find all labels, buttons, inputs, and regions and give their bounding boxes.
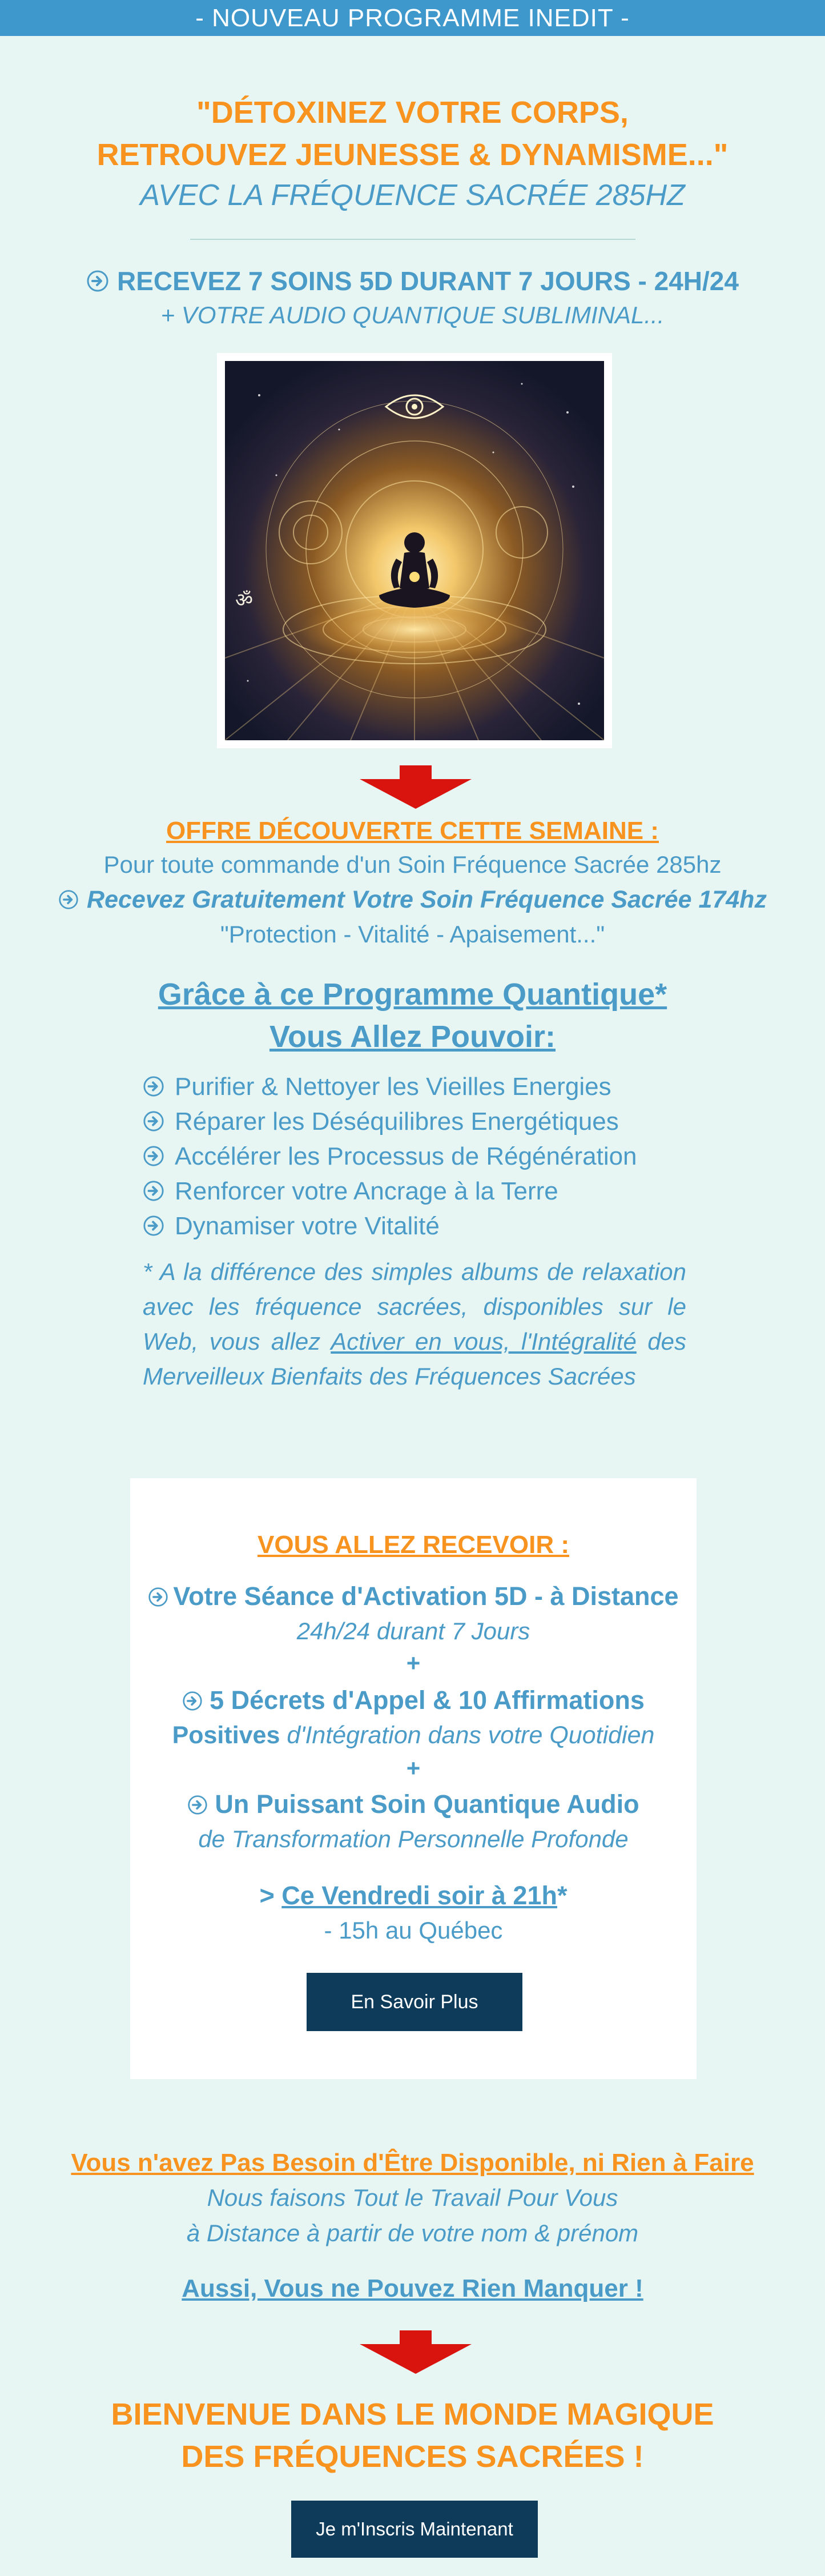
headline-line-2: RETROUVEZ JEUNESSE & DYNAMISME..." (96, 138, 729, 172)
meditation-hero-image (225, 361, 604, 740)
receive-item-2-rest: d'Intégration dans votre Quotidien (280, 1722, 655, 1749)
benefits-list (143, 1069, 691, 1243)
closing-line-3: à Distance à partir de votre nom & prénom (186, 2220, 639, 2246)
offer-intro-line-1 (0, 263, 825, 299)
circle-arrow-right-icon (143, 1106, 164, 1128)
discovery-free-offer: Recevez Gratuitement Votre Soin Fréquence Sacrée 174hz (87, 886, 767, 913)
discovery-line-2 (0, 882, 825, 917)
schedule-suffix: * (557, 1881, 568, 1910)
receive-item-1 (130, 1579, 697, 1614)
welcome-line-1: BIENVENUE DANS LE MONDE MAGIQUE (111, 2397, 714, 2431)
circle-arrow-right-icon (148, 1581, 168, 1602)
receive-item-2-sub (130, 1718, 697, 1752)
down-arrow-icon (360, 765, 472, 809)
learn-more-button[interactable]: En Savoir Plus (307, 1973, 522, 2031)
receive-title: VOUS ALLEZ RECEVOIR : (257, 1531, 569, 1559)
top-banner (0, 0, 825, 36)
activate-link[interactable]: Activer en vous, l'Intégralité (331, 1328, 637, 1355)
circle-arrow-right-icon (143, 1211, 164, 1233)
offer-intro-line-2: + VOTRE AUDIO QUANTIQUE SUBLIMINAL... (160, 302, 665, 328)
receive-item-3-sub: de Transformation Personnelle Profonde (198, 1825, 629, 1852)
schedule-sub: - 15h au Québec (324, 1917, 503, 1944)
benefit-label: Renforcer votre Ancrage à la Terre (175, 1177, 558, 1205)
receive-item-3 (130, 1787, 697, 1822)
register-now-button[interactable]: Je m'Inscris Maintenant (291, 2501, 538, 2558)
headline-line-3: AVEC LA FRÉQUENCE SACRÉE 285HZ (140, 179, 685, 212)
circle-arrow-right-icon (182, 1685, 203, 1706)
circle-arrow-right-icon (143, 1072, 164, 1093)
benefit-item (143, 1104, 691, 1139)
footnote-text-a: * A la différence des simples albums de relaxation avec les fréquence sacrées, disponibles sur le Web, vous allez (143, 1258, 686, 1355)
closing-line-2: Nous faisons Tout le Travail Pour Vous (207, 2184, 618, 2211)
closing-line-1: Vous n'avez Pas Besoin d'Être Disponible, ni Rien à Faire (71, 2149, 754, 2177)
discovery-line-3: "Protection - Vitalité - Apaisement..." (220, 921, 605, 948)
banner-text: - NOUVEAU PROGRAMME INEDIT - (195, 4, 630, 32)
schedule-line (130, 1878, 697, 1913)
program-footnote (143, 1254, 686, 1394)
plus-separator: + (406, 1650, 421, 1676)
offer-intro-text: RECEVEZ 7 SOINS 5D DURANT 7 JOURS - 24H/24 (117, 266, 739, 296)
benefit-label: Accélérer les Processus de Régénération (175, 1142, 637, 1170)
benefit-item (143, 1069, 691, 1104)
discovery-line-1: Pour toute commande d'un Soin Fréquence Sacrée 285hz (103, 851, 722, 878)
down-arrow-icon (360, 2330, 472, 2374)
receive-item-1-title: Votre Séance d'Activation 5D - à Distance (173, 1582, 679, 1611)
circle-arrow-right-icon (187, 1789, 208, 1809)
benefit-item (143, 1174, 691, 1209)
receive-item-1-sub: 24h/24 durant 7 Jours (296, 1618, 530, 1644)
program-title-1: Grâce à ce Programme Quantique* (158, 977, 667, 1012)
discovery-title: OFFRE DÉCOUVERTE CETTE SEMAINE : (166, 817, 659, 845)
circle-arrow-right-icon (58, 884, 79, 905)
benefit-label: Purifier & Nettoyer les Vieilles Energies (175, 1073, 611, 1101)
benefit-item (143, 1209, 691, 1243)
circle-arrow-right-icon (143, 1141, 164, 1163)
headline-line-1: "DÉTOXINEZ VOTRE CORPS, (196, 95, 629, 130)
circle-arrow-right-icon (143, 1176, 164, 1198)
benefit-item (143, 1139, 691, 1174)
receive-item-3-title: Un Puissant Soin Quantique Audio (215, 1789, 639, 1819)
hero-image-frame (217, 353, 612, 748)
schedule-prefix: > (259, 1881, 282, 1910)
closing-line-4: Aussi, Vous ne Pouvez Rien Manquer ! (182, 2274, 643, 2302)
receive-card (130, 1478, 697, 2079)
welcome-line-2: DES FRÉQUENCES SACRÉES ! (181, 2439, 644, 2474)
divider (190, 239, 635, 240)
receive-item-2-bold: Positives (172, 1722, 280, 1749)
benefit-label: Dynamiser votre Vitalité (175, 1212, 440, 1240)
program-title-2: Vous Allez Pouvoir: (269, 1020, 556, 1054)
receive-item-2-title: 5 Décrets d'Appel & 10 Affirmations (210, 1686, 645, 1715)
receive-item-2 (130, 1683, 697, 1718)
footnote-text-b: des Merveilleux Bienfaits des Fréquences Sacrées (143, 1328, 687, 1390)
schedule-link[interactable]: Ce Vendredi soir à 21h (281, 1881, 557, 1910)
benefit-label: Réparer les Déséquilibres Energétiques (175, 1108, 619, 1135)
om-symbol: ॐ (235, 589, 253, 612)
plus-separator: + (406, 1755, 421, 1781)
circle-arrow-right-icon (86, 265, 109, 288)
